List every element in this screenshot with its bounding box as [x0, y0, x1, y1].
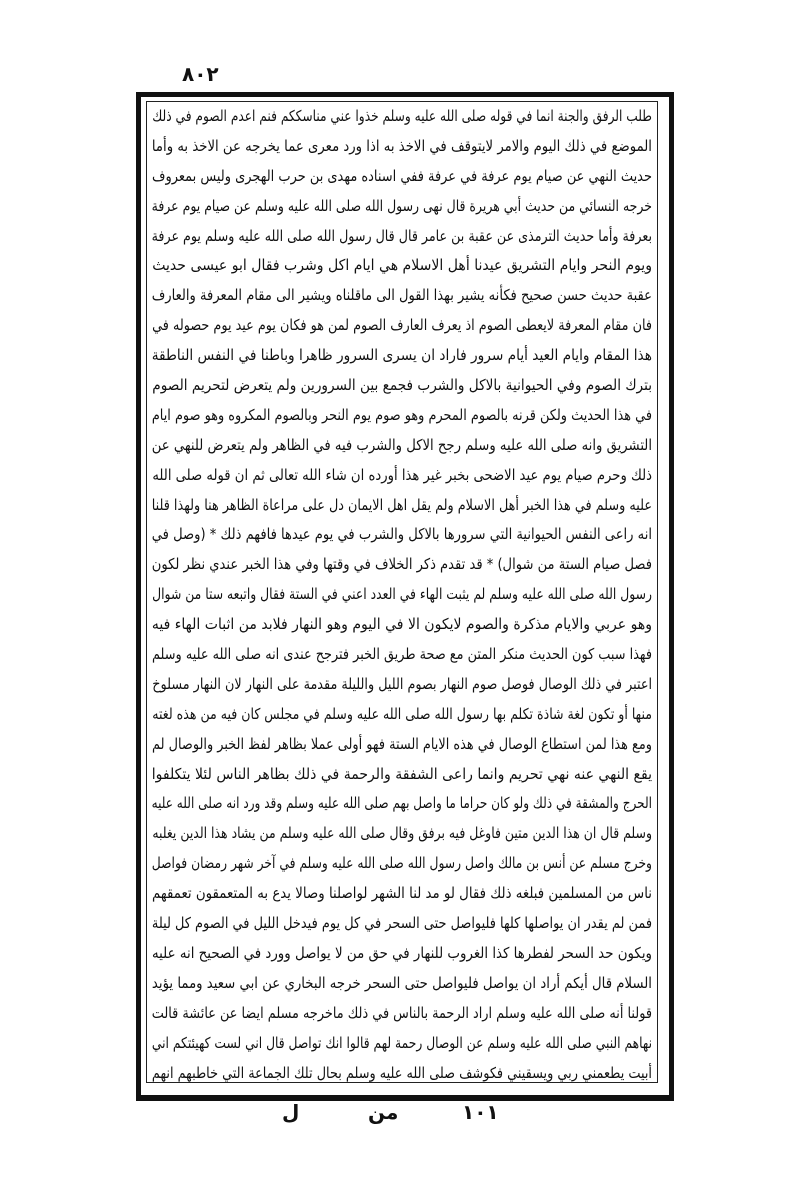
- text-line-content: رسول الله صلى الله عليه وسلم لم يثبت الهاء في العدد اعني في الستة فقال واتبعه ستا من شوال: [152, 585, 652, 604]
- text-line-content: عليه وسلم في هذا الخبر أهل الاسلام ولم يقل اهل الايمان دل على مراعاة الظاهر هنا ولهذا قلنا: [151, 495, 652, 514]
- text-line-content: وخرج مسلم عن أنس بن مالك واصل رسول الله صلى الله عليه وسلم في آخر شهر رمضان فواصل: [151, 854, 652, 873]
- text-line: [152, 491, 652, 521]
- text-line: [152, 640, 652, 670]
- page-number: ٨٠٢: [182, 62, 219, 86]
- text-line-content: قولنا أنه صلى الله عليه وسلم اراد الرحمة بالناس في ذلك ماخرجه مسلم ايضا عن عائشة قالت: [151, 1003, 652, 1022]
- text-line-content: في هذا الحديث ولكن قرنه بالصوم المحرم وهو صوم يوم النحر وبالصوم المكروه وهو صوم ايام: [151, 405, 652, 424]
- text-line: [152, 819, 652, 849]
- text-line: [152, 610, 652, 640]
- text-line: [152, 192, 652, 222]
- text-line-content: وسلم قال ان هذا الدين متين فاوغل فيه برفق وقال صلى الله عليه وسلم من يشاد هذا الدين يغلبه: [152, 824, 652, 843]
- main-text-block: [152, 102, 652, 1088]
- text-line: [152, 909, 652, 939]
- text-line: [152, 311, 652, 341]
- text-line: [152, 730, 652, 760]
- footer-signature-mark: من: [368, 1100, 399, 1124]
- text-line: [152, 760, 652, 790]
- text-line: [152, 341, 652, 371]
- text-line: [152, 251, 652, 281]
- text-line-content: هذا المقام وايام العيد أيام سرور فاراد ان يسرى السرور ظاهرا وباطنا في النفس الناطقة: [151, 346, 652, 365]
- text-line-content: السلام قال أيكم أراد ان يواصل فليواصل حتى السحر خرجه البخاري عن ابي سعيد ومما يؤيد: [151, 973, 652, 992]
- text-line: [152, 1059, 652, 1089]
- text-line: [152, 969, 652, 999]
- text-line: [152, 371, 652, 401]
- footer-signature-mark: ١٠١: [462, 1100, 499, 1124]
- text-line-content: نهاهم النبي صلى الله عليه وسلم عن الوصال رحمة لهم قالوا انك تواصل قال اني لست كهيئتكم اني: [151, 1033, 652, 1052]
- text-line-content: أبيت يطعمني ربي ويسقيني فكوشف صلى الله عليه وسلم بحال تلك الجماعة التي خاطبهم انهم: [151, 1063, 652, 1082]
- text-line: [152, 461, 652, 491]
- text-line-content: فمن لم يقدر ان يواصلها كلها فليواصل حتى السحر في كل يوم فيدخل الليل في الصوم كل ليلة: [151, 914, 652, 933]
- text-line-content: منها أو تكون لغة شاذة تكلم بها رسول الله صلى الله عليه وسلم في مجلس كان فيه من هذه لغته: [152, 704, 652, 723]
- text-line: [152, 1029, 652, 1059]
- text-line-content: ذلك وحرم صيام يوم عيد الاضحى بخبر غير هذا أورده ان شاء الله تعالى ثم ان قوله صلى الله: [152, 465, 652, 484]
- text-line-content: يقع النهي عنه نهي تحريم وانما راعى الشفقة والرحمة في ذلك بظاهر الناس لئلا يتكلفوا: [151, 764, 652, 783]
- text-line-content: ناس من المسلمين فبلغه ذلك فقال لو مد لنا الشهر لواصلنا وصالا يدع به المتعمقون تعمقهم: [151, 884, 652, 903]
- footer-signature-mark: ل: [282, 1100, 300, 1124]
- text-line-content: فصل صيام الستة من شوال) * قد تقدم ذكر الخلاف في وقتها وفي هذا الخبر عندي نظر لكون: [151, 555, 652, 574]
- text-line: [152, 162, 652, 192]
- text-line-content: ويوم النحر وايام التشريق عيدنا أهل الاسلام هي ايام اكل وشرب فقال ابو عيسى حديث: [152, 256, 652, 275]
- text-line: [152, 939, 652, 969]
- text-line: [152, 670, 652, 700]
- text-line-content: بترك الصوم وفي الحيوانية بالاكل والشرب فجمع بين السرورين ولم يتعرض لتحريم الصوم: [152, 376, 652, 395]
- text-line: [152, 431, 652, 461]
- text-line-content: اعتبر في ذلك الوصال فوصل صوم النهار بصوم الليل والليلة مقدمة على النهار لان النهار مسلوخ: [152, 674, 653, 693]
- text-line-content: انه راعى النفس الحيوانية التي سرورها بالاكل والشرب في يوم عيدها فافهم ذلك * (وصل في: [151, 525, 652, 544]
- text-line: [152, 789, 652, 819]
- text-line-content: فان مقام المعرفة لايعطى الصوم اذ يعرف العارف الصوم لمن هو فكان يوم عيد يوم حصوله في: [152, 316, 652, 335]
- text-line: [152, 222, 652, 252]
- text-line: [152, 879, 652, 909]
- text-line: [152, 132, 652, 162]
- text-line-content: وهو عربي والايام مذكرة والصوم لايكون الا في اليوم وهو النهار فلابد من اثبات الهاء فيه: [151, 615, 652, 634]
- text-line-content: خرجه النسائي من حديث أبي هريرة قال نهى رسول الله صلى الله عليه وسلم عن صيام يوم عرفة: [151, 196, 652, 215]
- text-line: [152, 700, 652, 730]
- text-line: [152, 580, 652, 610]
- text-line: [152, 550, 652, 580]
- text-line: [152, 999, 652, 1029]
- text-line: [152, 401, 652, 431]
- text-line-content: طلب الرفق والجنة انما في قوله صلى الله عليه وسلم خذوا عني مناسككم فنم اعدم الصوم في ذلك: [152, 107, 652, 125]
- text-line-content: الموضع في ذلك اليوم والامر لايتوقف في الاخذ به اذا ورد معرى عما يخرجه عن الاخذ به وأما: [151, 136, 652, 155]
- text-line-content: بعرفة وأما حديث الترمذى عن عقبة بن عامر قال قال رسول الله صلى الله عليه وسلم يوم عرفة: [151, 226, 652, 245]
- text-line-content: عقبة حديث حسن صحيح فكأنه يشير بهذا القول الى ماقلناه ويشير الى مقام المعرفة والعارف: [151, 286, 653, 305]
- text-line: [152, 102, 652, 132]
- text-line: [152, 281, 652, 311]
- text-line-content: ومع هذا لمن استطاع الوصال في هذه الايام الستة فهو أولى عملا بظاهر لفظ الخبر والوصال لم: [152, 734, 653, 753]
- text-line-content: فهذا سبب كون الحديث منكر المتن مع صحة طريق الخبر فترجح عندى انه صلى الله عليه وسلم: [151, 645, 652, 664]
- text-line-content: الحرج والمشقة في ذلك ولو كان حراما ما واصل بهم صلى الله عليه وسلم وقد ورد انه صلى الله عليه: [151, 794, 652, 813]
- text-line: [152, 520, 652, 550]
- text-line-content: ويكون حد السحر لفطرها كذا الغروب للنهار في حق من لا يواصل وورد في الصحيح انه عليه: [151, 943, 652, 962]
- text-line-content: حديث النهي عن صيام يوم عرفة في عرفة ففي اسناده مهدى بن حرب الهجرى وليس بمعروف: [152, 166, 653, 185]
- text-line-content: التشريق وانه صلى الله عليه وسلم رجح الاكل والشرب فيه في الظاهر ولم يتعرض للنهي عن: [151, 435, 652, 454]
- text-line: [152, 849, 652, 879]
